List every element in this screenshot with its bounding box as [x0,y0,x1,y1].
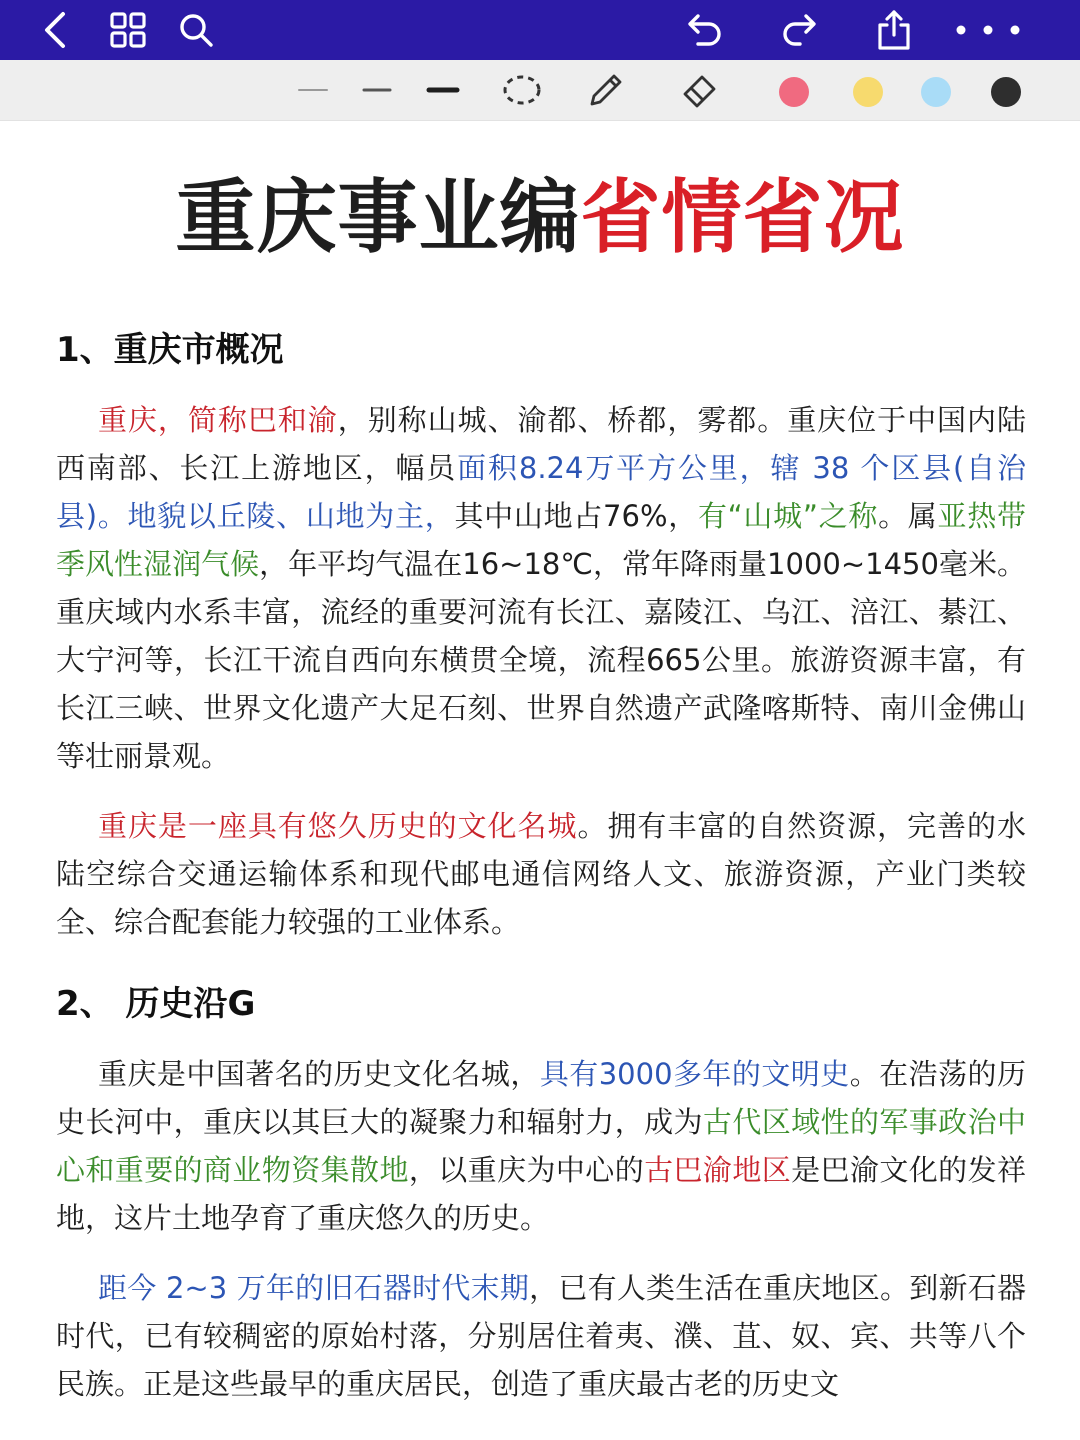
highlight-green: 亚热带季风性湿润气候 [56,499,1026,581]
grid-icon[interactable] [106,8,150,52]
paragraph-3 [56,1050,1026,1242]
color-swatch-black[interactable] [991,77,1021,107]
highlight-blue: 距今 2~3 万年的旧石器时代末期 [98,1271,530,1305]
paragraph-2 [56,802,1026,946]
section-heading-1: 1、重庆市概况 [56,330,284,370]
text-span: ，以重庆为中心的 [408,1153,645,1187]
highlight-red: 重庆是一座具有悠久历史的文化名城 [98,809,578,843]
lasso-icon[interactable] [500,68,544,112]
pen-medium-icon[interactable] [360,68,394,112]
pencil-icon[interactable] [584,68,628,112]
pen-thin-icon[interactable] [296,68,330,112]
text-span: 。属 [878,499,938,533]
section-heading-2: 2、 历史沿G [56,984,256,1024]
redo-icon[interactable] [776,8,820,52]
search-icon[interactable] [174,8,218,52]
document-content [56,322,1026,1408]
text-span: ，年平均气温在16~18℃，常年降雨量1000~1450毫米。重庆域内水系丰富，流经的重要河流有长江、嘉陵江、乌江、涪江、綦江、大宁河等，长江干流自西向东横贯全境，流程665公里。旅游资源丰富，有长江三峡、世界文化遗产大足石刻、世界自然遗产武隆喀斯特、南川金佛山等壮丽景观。 [56,547,1026,773]
title-red: 省情省况 [580,171,905,264]
text-span: 。在浩荡的历史长河中，重庆以其巨大的凝聚力和辐射力，成为 [56,1057,1026,1139]
paragraph-1 [56,396,1026,780]
pen-thick-icon[interactable] [425,68,461,112]
back-icon[interactable] [34,8,78,52]
highlight-green: 古代区域性的军事政治中心和重要的商业物资集散地 [56,1105,1026,1187]
top-bar [0,0,1080,60]
text-span: ，别称山城、渝都、桥都，雾都。重庆位于中国内陆西南部、长江上游地区，幅员 [56,403,1026,485]
text-span: 是巴渝文化的发祥地，这片土地孕育了重庆悠久的历史。 [56,1153,1026,1235]
text-span: ，已有人类生活在重庆地区。到新石器时代，已有较稠密的原始村落，分别居住着夷、濮、苴、奴、宾、共等八个民族。正是这些最早的重庆居民，创造了重庆最古老的历史文 [56,1271,1026,1401]
paragraph-4 [56,1264,1026,1408]
highlight-red: 重庆，简称巴和渝 [98,403,338,437]
color-swatch-pink[interactable] [779,77,809,107]
share-icon[interactable] [872,8,916,52]
highlight-blue: 面积8.24万平方公里，辖 38 个区县(自治县)。地貌以丘陵、山地为主， [56,451,1026,533]
highlight-red: 古巴渝地区 [644,1153,792,1187]
text-span: 其中山地占76%， [454,499,698,533]
undo-icon[interactable] [684,8,728,52]
text-span: 重庆是中国著名的历史文化名城， [98,1057,540,1091]
more-icon[interactable] [950,8,1026,52]
eraser-icon[interactable] [678,68,722,112]
highlight-green: 有“山城”之称 [697,499,879,533]
color-swatch-light-blue[interactable] [921,77,951,107]
page-title [0,168,1080,268]
drawing-toolbar [0,60,1080,121]
text-span: 。拥有丰富的自然资源，完善的水陆空综合交通运输体系和现代邮电通信网络人文、旅游资源，产业门类较全、综合配套能力较强的工业体系。 [56,809,1026,939]
color-swatch-yellow[interactable] [853,77,883,107]
highlight-blue: 具有3000多年的文明史 [539,1057,850,1091]
title-black: 重庆事业编 [175,171,581,264]
